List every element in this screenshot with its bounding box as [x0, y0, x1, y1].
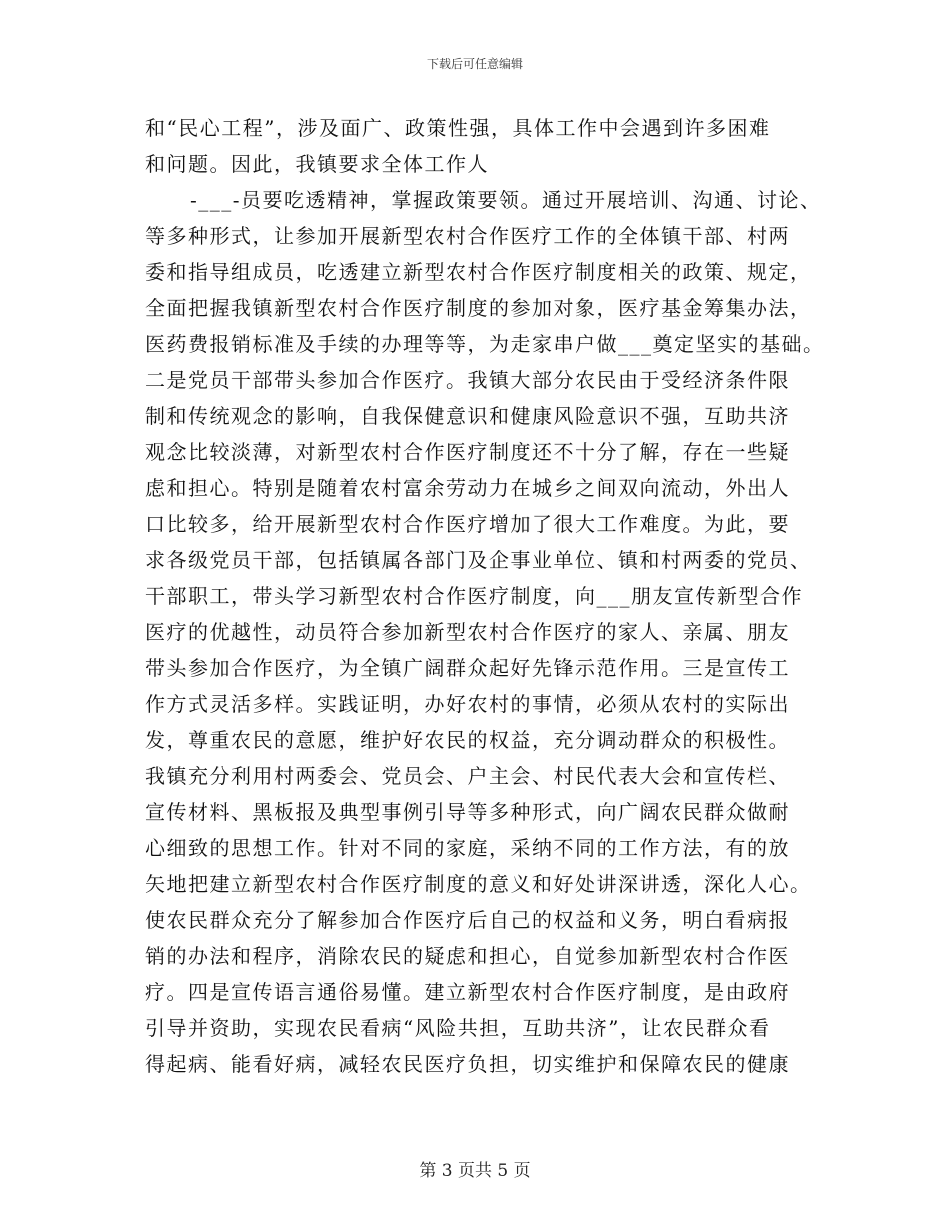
body-line: 和问题。因此，我镇要求全体工作人 [145, 152, 489, 176]
body-line: 委和指导组成员，吃透建立新型农村合作医疗制度相关的政策、规定， [145, 260, 812, 284]
body-line: 等多种形式，让参加开展新型农村合作医疗工作的全体镇干部、村两 [145, 224, 790, 248]
body-line: 观念比较淡薄，对新型农村合作医疗制度还不十分了解，存在一些疑 [145, 440, 790, 464]
page-header: 下载后可任意编辑 [426, 57, 523, 71]
body-line: 二是党员干部带头参加合作医疗。我镇大部分农民由于受经济条件限 [145, 368, 790, 392]
body-line: 医疗的优越性，动员符合参加新型农村合作医疗的家人、亲属、朋友 [145, 620, 790, 644]
body-line: 虑和担心。特别是随着农村富余劳动力在城乡之间双向流动，外出人 [145, 476, 790, 500]
body-line: 求各级党员干部，包括镇属各部门及企事业单位、镇和村两委的党员、 [145, 548, 812, 572]
body-line: 宣传材料、黑板报及典型事例引导等多种形式，向广阔农民群众做耐 [145, 800, 790, 824]
body-line: -___-员要吃透精神，掌握政策要领。通过开展培训、沟通、讨论、 [190, 188, 822, 212]
body-line: 引导并资助，实现农民看病“风险共担，互助共济”，让农民群众看 [145, 1016, 771, 1040]
body-line: 疗。四是宣传语言通俗易懂。建立新型农村合作医疗制度，是由政府 [145, 980, 790, 1004]
body-line: 我镇充分利用村两委会、党员会、户主会、村民代表大会和宣传栏、 [145, 764, 790, 788]
body-line: 使农民群众充分了解参加合作医疗后自己的权益和义务，明白看病报 [145, 908, 790, 932]
body-line: 医药费报销标准及手续的办理等等，为走家串户做___奠定坚实的基础。 [145, 332, 825, 356]
body-line: 带头参加合作医疗，为全镇广阔群众起好先锋示范作用。三是宣传工 [145, 656, 790, 680]
page-footer: 第 3 页共 5 页 [419, 1161, 531, 1181]
body-line: 制和传统观念的影响，自我保健意识和健康风险意识不强，互助共济 [145, 404, 790, 428]
body-line: 矢地把建立新型农村合作医疗制度的意义和好处讲深讲透，深化人心。 [145, 872, 812, 896]
body-line: 销的办法和程序，消除农民的疑虑和担心，自觉参加新型农村合作医 [145, 944, 790, 968]
body-line: 和“民心工程”，涉及面广、政策性强，具体工作中会遇到许多困难 [145, 116, 771, 140]
body-line: 全面把握我镇新型农村合作医疗制度的参加对象，医疗基金筹集办法， [145, 296, 812, 320]
body-line: 口比较多，给开展新型农村合作医疗增加了很大工作难度。为此，要 [145, 512, 790, 536]
body-line: 得起病、能看好病，减轻农民医疗负担，切实维护和保障农民的健康 [145, 1052, 790, 1076]
body-line: 发，尊重农民的意愿，维护好农民的权益，充分调动群众的积极性。 [145, 728, 790, 752]
body-line: 心细致的思想工作。针对不同的家庭，采纳不同的工作方法，有的放 [145, 836, 790, 860]
body-line: 干部职工，带头学习新型农村合作医疗制度，向___朋友宣传新型合作 [145, 584, 803, 608]
body-line: 作方式灵活多样。实践证明，办好农村的事情，必须从农村的实际出 [145, 692, 790, 716]
